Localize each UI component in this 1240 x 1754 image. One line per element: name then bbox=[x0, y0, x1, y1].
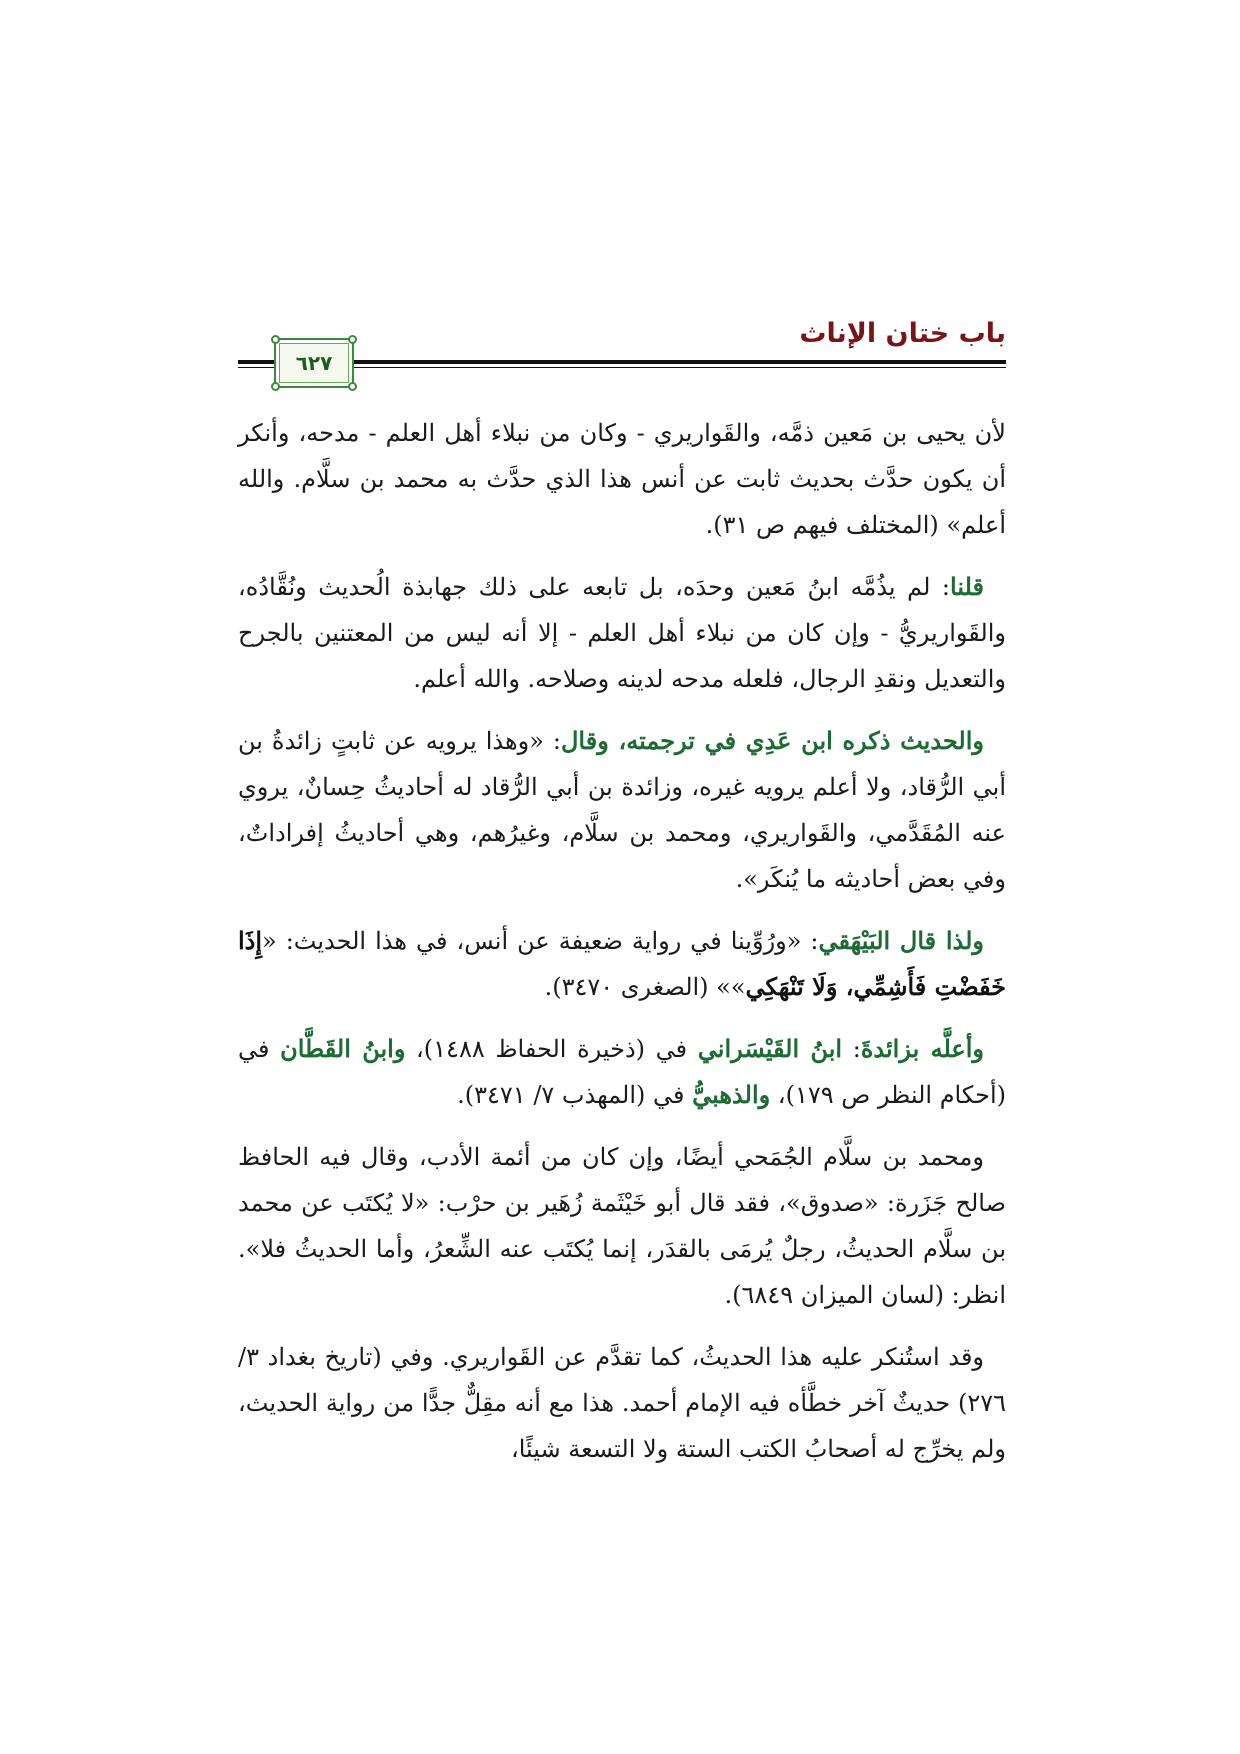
chapter-title: باب ختان الإناث bbox=[799, 318, 1006, 349]
paragraph-2 bbox=[238, 564, 1006, 702]
paragraph-text: : «ورُوِّينا في رواية ضعيفة عن أنس، في هذا الحديث: « bbox=[262, 927, 819, 955]
scholar-name-2: وابنُ القَطَّان bbox=[280, 1034, 406, 1063]
paragraph-text: وقد استُنكر عليه هذا الحديثُ، كما تقدَّم عن القَواريري. وفي (تاريخ بغداد ٣/ ٢٧٦) حديثٌ آخر خطَّأه فيه الإمام أحمد. هذا مع أنه مقِلٌّ جدًّا من رواية الحديث، ولم يخرِّج له أصحابُ الكتب الستة ولا التسعة شيئًا، bbox=[238, 1343, 1006, 1463]
paragraph-5 bbox=[238, 1026, 1006, 1118]
reference-2: في (أحكام النظر ص ١٧٩)، bbox=[238, 1035, 1006, 1109]
scholar-name-3: والذهبيُّ bbox=[692, 1080, 771, 1109]
paragraph-1 bbox=[238, 410, 1006, 548]
paragraph-lead: ولذا قال البَيْهَقي bbox=[818, 926, 985, 955]
page-number-frame bbox=[279, 343, 349, 383]
scholar-name-1: ابنُ القَيْسَراني bbox=[697, 1034, 843, 1063]
reference-1: في (ذخيرة الحفاظ ١٤٨٨)، bbox=[405, 1035, 698, 1063]
page-number-badge bbox=[274, 338, 354, 388]
paragraph-text: : «وهذا يرويه عن ثابتٍ زائدةُ بن أبي الرُّقاد، ولا أعلم يرويه غيره، وزائدة بن أبي الرُّقاد له أحاديثُ حِسانٌ، يروي عنه المُقَدَّمي، والقَواريري، ومحمد بن سلَّام، وغيرُهم، وهي أحاديثُ إفراداتٌ، وفي بعض أحاديثه ما يُنكَر». bbox=[238, 727, 1006, 893]
paragraph-text: لأن يحيى بن مَعين ذمَّه، والقَواريري - وكان من نبلاء أهل العلم - مدحه، وأنكر أن يكون حدَّث بحديث ثابت عن أنس هذا الذي حدَّث به محمد بن سلَّام. والله أعلم» (المختلف فيهم ص ٣١). bbox=[238, 419, 1006, 539]
paragraph-text-end: »» (الصغرى ٣٤٧٠). bbox=[544, 973, 746, 1001]
ornament-icon bbox=[348, 335, 357, 344]
ornament-icon bbox=[271, 335, 280, 344]
paragraph-lead: وأعلَّه بزائدةَ bbox=[860, 1034, 985, 1063]
paragraph-text: : لم يذُمَّه ابنُ مَعين وحدَه، بل تابعه على ذلك جهابذة الُحديث ونُقَّادُه، والقَواريريُّ - وإن كان من نبلاء أهل العلم - إلا أنه ليس من المعتنين بالجرح والتعديل ونقدِ الرجال، فلعله مدحه لدينه وصلاحه. والله أعلم. bbox=[238, 573, 1006, 693]
paragraph-lead: والحديث ذكره ابن عَدِي في ترجمته، وقال bbox=[560, 726, 984, 755]
page-header bbox=[238, 318, 1006, 388]
ornament-icon bbox=[271, 382, 280, 391]
paragraph-3 bbox=[238, 718, 1006, 902]
hadith-quote: إِذَا خَفَضْتِ فَأَشِمِّي، وَلَا تَنْهَكِي bbox=[238, 926, 1006, 1001]
paragraph-lead: قلنا bbox=[950, 572, 984, 601]
paragraph-text: ومحمد بن سلَّام الجُمَحي أيضًا، وإن كان من أئمة الأدب، وقال فيه الحافظ صالح جَزَرة: «صدوق»، فقد قال أبو خَيْثَمة زُهَير بن حرْب: «لا يُكتَب عن محمد بن سلَّام الحديثُ، رجلٌ يُرمَى بالقدَر، إنما يُكتَب عنه الشِّعرُ، وأما الحديثُ فلا». انظر: (لسان الميزان ٦٨٤٩). bbox=[238, 1143, 1006, 1309]
page-number: ٦٢٧ bbox=[295, 351, 333, 375]
paragraph-4 bbox=[238, 918, 1006, 1010]
reference-3: في (المهذب ٧/ ٣٤٧١). bbox=[457, 1081, 693, 1109]
paragraph-6 bbox=[238, 1134, 1006, 1318]
ornament-icon bbox=[348, 382, 357, 391]
body-text bbox=[238, 410, 1006, 1488]
separator: : bbox=[842, 1035, 861, 1063]
paragraph-7 bbox=[238, 1334, 1006, 1472]
